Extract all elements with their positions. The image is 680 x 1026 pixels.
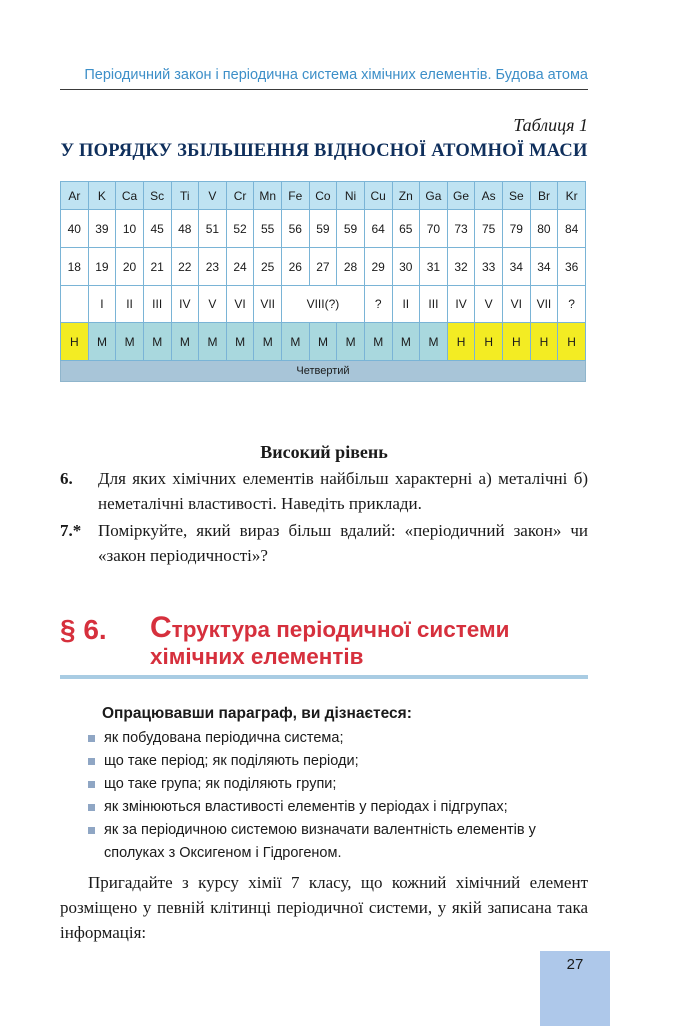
section-title-initial: С (150, 611, 172, 644)
property-cell: М (364, 323, 392, 361)
square-bullet-icon (88, 758, 95, 765)
atomic-number-cell: 26 (282, 248, 310, 286)
atomic-number-cell: 18 (61, 248, 89, 286)
atomic-number-cell: 34 (503, 248, 531, 286)
atomic-numbers-row (61, 248, 586, 286)
atomic-mass-cell: 64 (364, 210, 392, 248)
element-symbol-cell: Cr (226, 182, 254, 210)
property-cell: Н (530, 323, 558, 361)
atomic-mass-cell: 45 (143, 210, 171, 248)
objective-text: як побудована періодична система; (104, 730, 344, 746)
masses-row (61, 210, 586, 248)
atomic-number-cell: 36 (558, 248, 586, 286)
element-symbol-cell: Fe (282, 182, 310, 210)
element-symbol-cell: Mn (254, 182, 282, 210)
group-cell: III (420, 286, 448, 323)
property-cell: Н (558, 323, 586, 361)
group-cell: II (392, 286, 420, 323)
objective-item (88, 773, 590, 796)
group-cell: ? (364, 286, 392, 323)
element-symbol-cell: Ga (420, 182, 448, 210)
element-symbol-cell: Ca (116, 182, 144, 210)
intro-paragraph: Пригадайте з курсу хімії 7 класу, що кожний хімічний елемент розміщено у певній клітинці періодичної системи, у якій записана така інформація: (60, 873, 588, 942)
task-text: Для яких хімічних елементів найбільш характерні а) металічні б) неметалічні властивості. Наведіть приклади. (98, 469, 588, 513)
atomic-mass-cell: 59 (309, 210, 337, 248)
symbols-row (61, 182, 586, 210)
page-number: 27 (566, 956, 584, 973)
square-bullet-icon (88, 804, 95, 811)
properties-row (61, 323, 586, 361)
group-cell: V (475, 286, 503, 323)
atomic-number-cell: 22 (171, 248, 199, 286)
element-symbol-cell: K (88, 182, 116, 210)
property-cell: Н (447, 323, 475, 361)
group-cell: III (143, 286, 171, 323)
table-caption: Таблиця 1 (513, 115, 588, 135)
objective-item (88, 796, 590, 819)
element-symbol-cell: Co (309, 182, 337, 210)
element-symbol-cell: As (475, 182, 503, 210)
group-cell: VI (226, 286, 254, 323)
atomic-mass-cell: 55 (254, 210, 282, 248)
group-cell: V (199, 286, 227, 323)
atomic-number-cell: 32 (447, 248, 475, 286)
atomic-number-cell: 19 (88, 248, 116, 286)
property-cell: М (116, 323, 144, 361)
group-cell: IV (171, 286, 199, 323)
objective-text: як за періодичною системою визначати валентність елементів у сполуках з Оксигеном і Гідрогеном. (104, 822, 536, 861)
property-cell: М (88, 323, 116, 361)
element-symbol-cell: Cu (364, 182, 392, 210)
square-bullet-icon (88, 735, 95, 742)
square-bullet-icon (88, 827, 95, 834)
property-cell: М (254, 323, 282, 361)
atomic-number-cell: 28 (337, 248, 365, 286)
section-number: § 6. (60, 614, 107, 645)
atomic-mass-cell: 59 (337, 210, 365, 248)
atomic-mass-cell: 51 (199, 210, 227, 248)
running-head: Періодичний закон і періодична система хімічних елементів. Будова атома (84, 67, 588, 83)
atomic-number-cell: 27 (309, 248, 337, 286)
section-divider (60, 675, 588, 679)
objectives-list (88, 727, 590, 865)
atomic-number-cell: 21 (143, 248, 171, 286)
objective-text: що таке період; як поділяють періоди; (104, 753, 359, 769)
property-cell: М (143, 323, 171, 361)
property-cell: М (199, 323, 227, 361)
atomic-number-cell: 29 (364, 248, 392, 286)
property-cell: Н (61, 323, 89, 361)
atomic-mass-cell: 73 (447, 210, 475, 248)
property-cell: М (282, 323, 310, 361)
property-cell: М (309, 323, 337, 361)
group-cell: I (88, 286, 116, 323)
atomic-number-cell: 30 (392, 248, 420, 286)
atomic-mass-cell: 79 (503, 210, 531, 248)
element-symbol-cell: Sc (143, 182, 171, 210)
property-cell: Н (503, 323, 531, 361)
atomic-mass-cell: 52 (226, 210, 254, 248)
element-symbol-cell: V (199, 182, 227, 210)
property-cell: М (171, 323, 199, 361)
atomic-number-cell: 33 (475, 248, 503, 286)
objective-item (88, 819, 590, 865)
section-title (150, 611, 590, 670)
atomic-number-cell: 24 (226, 248, 254, 286)
group-cell: VI (503, 286, 531, 323)
objectives-heading: Опрацювавши параграф, ви дізнаєтеся: (102, 705, 412, 722)
atomic-number-cell: 23 (199, 248, 227, 286)
task-7 (60, 518, 588, 568)
property-cell: М (337, 323, 365, 361)
group-cell-empty (61, 286, 89, 323)
period-row (61, 361, 586, 382)
task-text: Поміркуйте, який вираз більш вдалий: «періодичний закон» чи «закон періодичності»? (98, 521, 588, 565)
group-cell: IV (447, 286, 475, 323)
atomic-mass-cell: 40 (61, 210, 89, 248)
element-symbol-cell: Ti (171, 182, 199, 210)
property-cell: М (392, 323, 420, 361)
level-heading: Високий рівень (260, 442, 388, 462)
atomic-mass-cell: 84 (558, 210, 586, 248)
group-cell: VII (530, 286, 558, 323)
objective-item (88, 727, 590, 750)
element-symbol-cell: Br (530, 182, 558, 210)
atomic-mass-cell: 48 (171, 210, 199, 248)
atomic-number-cell: 20 (116, 248, 144, 286)
property-cell: Н (475, 323, 503, 361)
property-cell: М (420, 323, 448, 361)
atomic-mass-cell: 56 (282, 210, 310, 248)
objective-item (88, 750, 590, 773)
element-symbol-cell: Se (503, 182, 531, 210)
property-cell: М (226, 323, 254, 361)
atomic-mass-cell: 10 (116, 210, 144, 248)
group-cell: II (116, 286, 144, 323)
atomic-mass-cell: 65 (392, 210, 420, 248)
atomic-number-cell: 25 (254, 248, 282, 286)
period-cell: Четвертий (61, 361, 586, 382)
table-title: У ПОРЯДКУ ЗБІЛЬШЕННЯ ВІДНОСНОЇ АТОМНОЇ МАСИ (60, 141, 588, 161)
task-6 (60, 466, 588, 516)
header-divider (60, 89, 588, 90)
atomic-mass-cell: 80 (530, 210, 558, 248)
objective-text: як змінюються властивості елементів у періодах і підгрупах; (104, 799, 508, 815)
atomic-number-cell: 34 (530, 248, 558, 286)
group-cell: VIII(?) (282, 286, 365, 323)
group-cell: VII (254, 286, 282, 323)
element-symbol-cell: Ge (447, 182, 475, 210)
square-bullet-icon (88, 781, 95, 788)
element-symbol-cell: Ni (337, 182, 365, 210)
task-number: 6. (60, 469, 73, 488)
groups-row (61, 286, 586, 323)
objective-text: що таке група; як поділяють групи; (104, 776, 337, 792)
atomic-mass-cell: 39 (88, 210, 116, 248)
elements-table (60, 181, 586, 382)
section-title-rest: труктура періодичної системи хімічних елементів (150, 617, 510, 669)
group-cell: ? (558, 286, 586, 323)
element-symbol-cell: Ar (61, 182, 89, 210)
atomic-number-cell: 31 (420, 248, 448, 286)
element-symbol-cell: Zn (392, 182, 420, 210)
atomic-mass-cell: 75 (475, 210, 503, 248)
task-number: 7.* (60, 521, 82, 540)
atomic-mass-cell: 70 (420, 210, 448, 248)
element-symbol-cell: Kr (558, 182, 586, 210)
